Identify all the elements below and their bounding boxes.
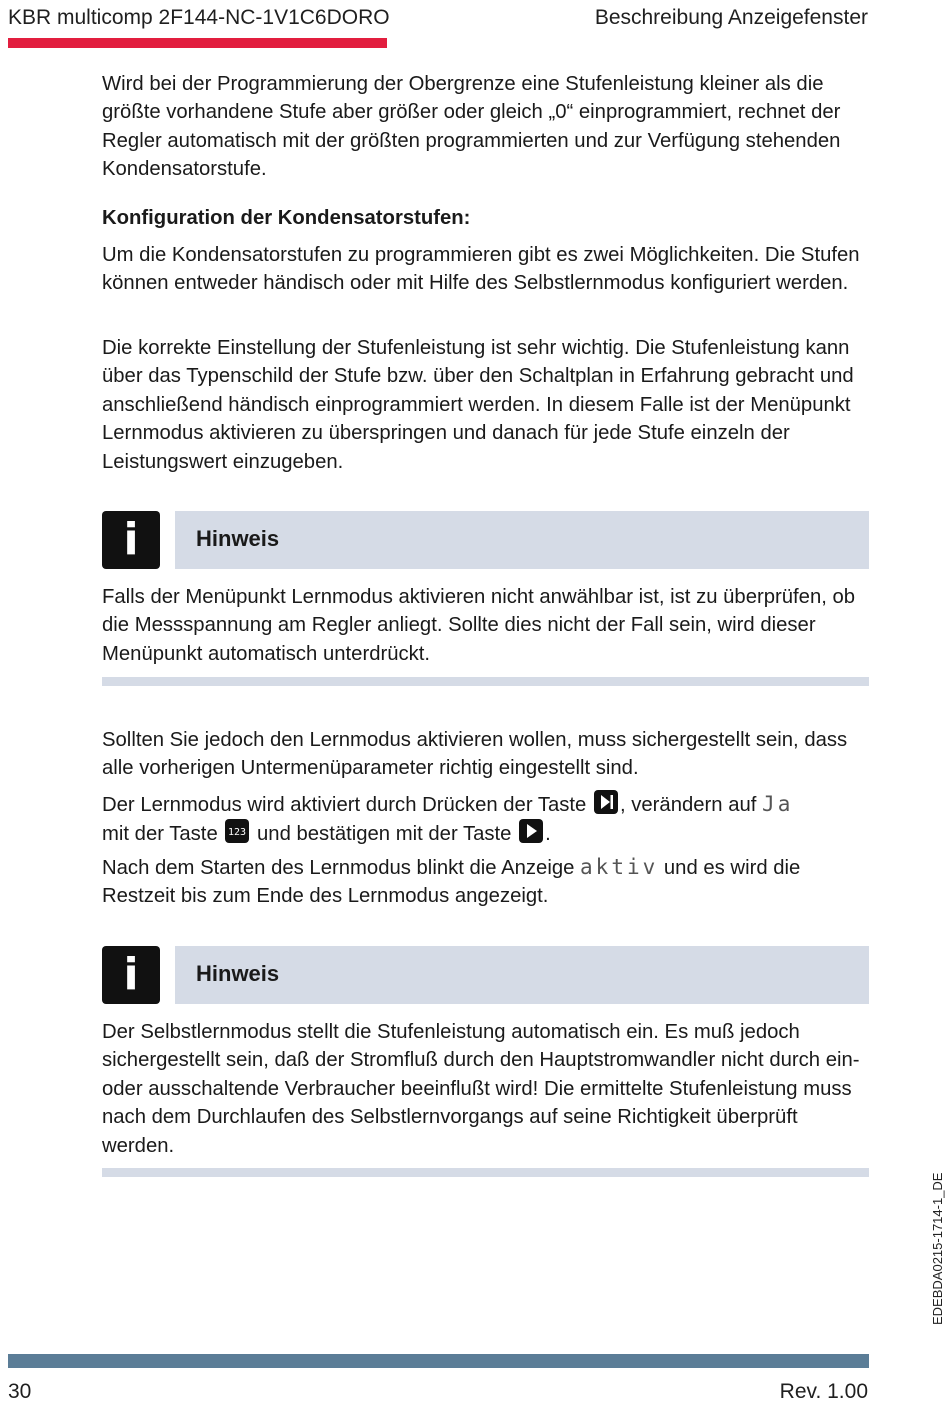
document-code: EDEBDA0215-1714-1_DE: [930, 1172, 945, 1325]
header-section-title: Beschreibung Anzeigefenster: [594, 6, 868, 29]
svg-text:123: 123: [228, 827, 247, 839]
page-number: 30: [8, 1380, 32, 1403]
footer-bar: [8, 1354, 869, 1368]
header-accent-bar: [8, 38, 387, 48]
note-text: Falls der Menüpunkt Lernmodus aktivieren nicht anwählbar ist, ist zu überprüfen, ob die Messspannung am Regler anliegt. Sollte dies nicht der Fall sein, wird dieser Menüpunkt automatisch unterdrückt.: [102, 586, 856, 665]
note-title-bar: [175, 511, 869, 569]
play-key-icon: [519, 819, 543, 843]
note-title: Hinweis: [196, 961, 280, 986]
paragraph-key-instructions: Der Lernmodus wird aktiviert durch Drücken der Taste , verändern auf Ja mit der Taste 123 und bestätigen mit der Taste .: [102, 792, 794, 846]
note-divider: [102, 677, 869, 686]
note-divider: [102, 1168, 869, 1177]
note-title: Hinweis: [196, 526, 280, 551]
paragraph-activate-learn-mode: Sollten Sie jedoch den Lernmodus aktivieren wollen, muss sichergestellt sein, dass alle vorherigen Untermenüparameter richtig eingestellt sind.: [102, 729, 848, 780]
note-title-bar: [175, 946, 869, 1004]
lcd-aktiv: aktiv: [580, 855, 659, 879]
info-icon: i: [102, 946, 160, 1004]
paragraph-upper-limit: Wird bei der Programmierung der Obergrenze eine Stufenleistung kleiner als die größte vorhandene Stufe aber größer oder gleich „0“ einprogrammiert, rechnet der Regler automatisch mit der größten programmierten und zur Verfügung stehenden Kondensatorstufe.: [102, 73, 841, 181]
paragraph-configuration-options: Um die Kondensatorstufen zu programmieren gibt es zwei Möglichkeiten. Die Stufen können entweder händisch oder mit Hilfe des Selbstlernmodus konfiguriert werden.: [102, 244, 860, 295]
section-heading: Konfiguration der Kondensatorstufen:: [102, 207, 471, 229]
header-document-title: KBR multicomp 2F144-NC-1V1C6DORO: [8, 6, 390, 29]
numeric-key-icon: [225, 819, 249, 843]
info-icon: i: [102, 511, 160, 569]
revision-label: Rev. 1.00: [779, 1380, 868, 1403]
next-key-icon: [594, 790, 618, 814]
note-text: Der Selbstlernmodus stellt die Stufenleistung automatisch ein. Es muß jedoch sichergestellt sein, daß der Stromfluß durch den Hauptstromwandler nicht durch ein- oder ausschaltende Verbraucher beeinflußt wird! Die ermittelte Stufenleistung muss nach dem Durchlaufen des Selbstlernvorgangs auf seine Richtigkeit überprüft werden.: [102, 1021, 860, 1157]
paragraph-correct-setting: Die korrekte Einstellung der Stufenleistung ist sehr wichtig. Die Stufenleistung kann über das Typenschild der Stufe bzw. über den Schaltplan in Erfahrung gebracht und anschließend händisch einprogrammiert werden. In diesem Falle ist der Menüpunkt Lernmodus aktivieren zu überspringen und danach für jede Stufe einzeln der Leistungswert einzugeben.: [102, 337, 854, 473]
lcd-ja: Ja: [762, 792, 794, 816]
paragraph-learn-mode-display: Nach dem Starten des Lernmodus blinkt die Anzeige aktiv und es wird die Restzeit bis zum Ende des Lernmodus angezeigt.: [102, 855, 801, 908]
